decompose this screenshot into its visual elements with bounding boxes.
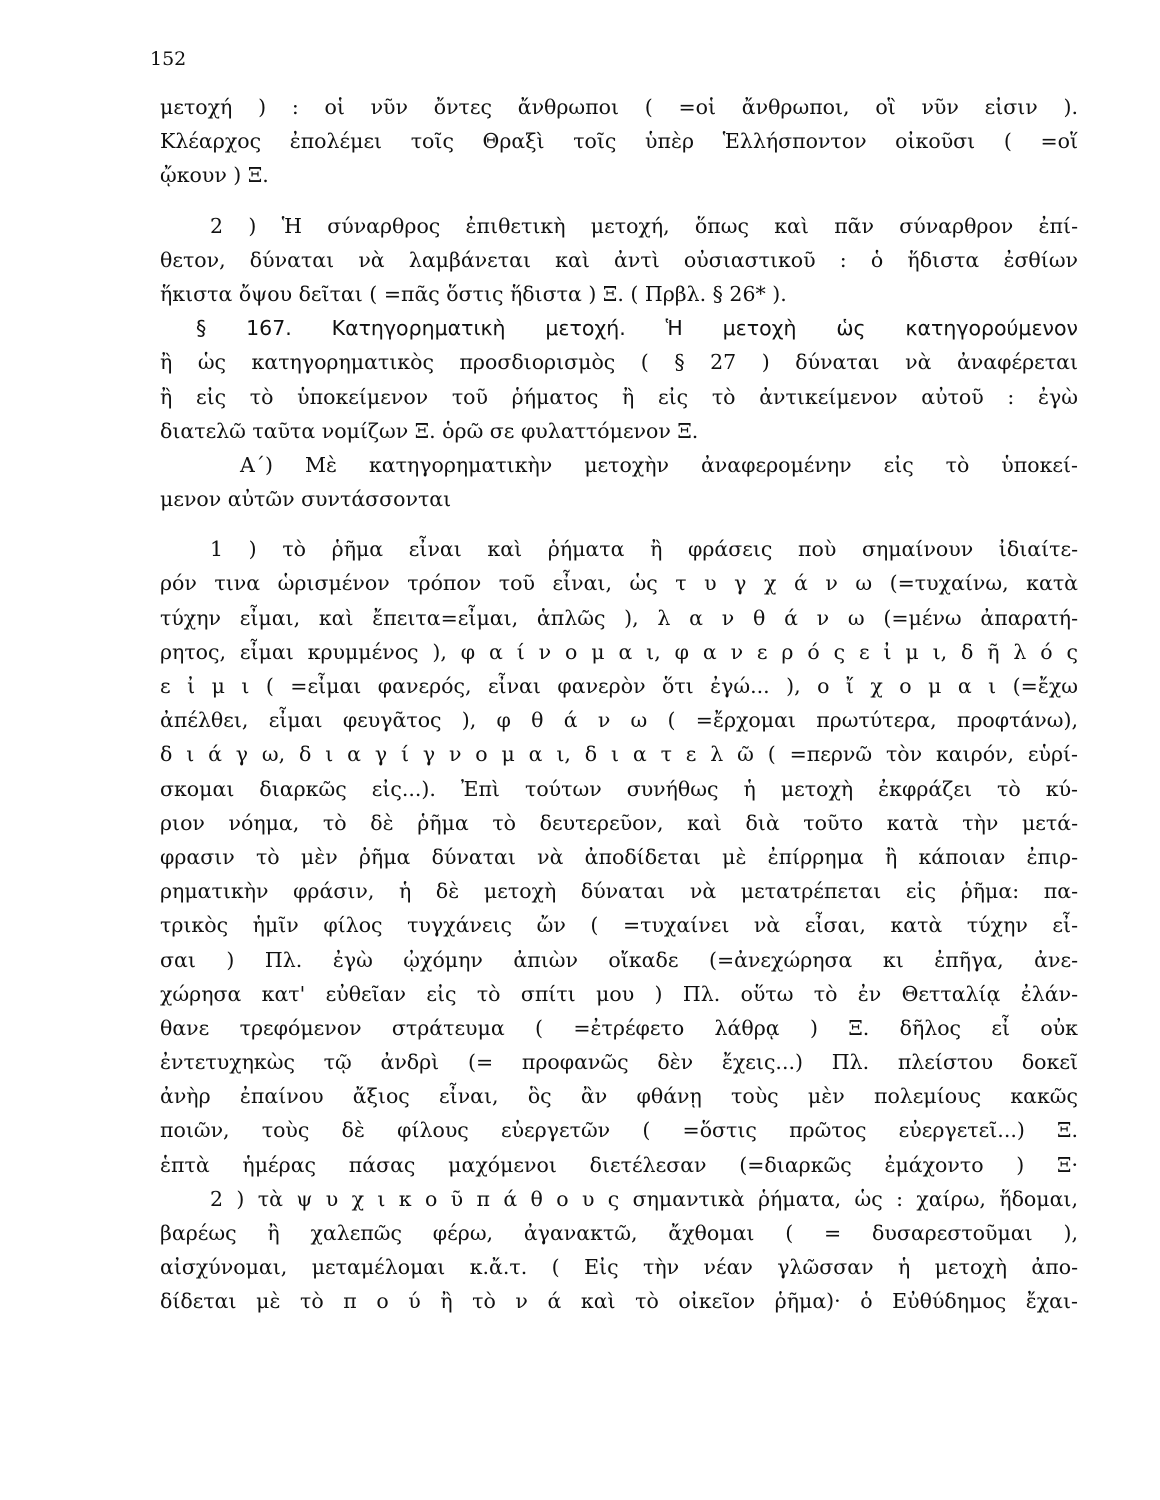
text-line: σκομαι διαρκῶς εἰς...). Ἐπὶ τούτων συνήθως ἡ μετοχὴ ἐκφράζει τὸ κύ- (160, 776, 1078, 801)
text-line: τύχην εἶμαι, καὶ ἔπειτα=εἶμαι, ἁπλῶς ), λ α ν θ ά ν ω (=μένω ἀπαρατή- (160, 605, 1078, 630)
text-line: μετοχή ) : οἱ νῦν ὄντες ἄνθρωποι ( =οἱ ἄνθρωποι, οἳ νῦν εἰσιν ). (160, 95, 1078, 119)
section-heading-line: § 167. Κατηγορηματικὴ μετοχή. Ἡ μετοχὴ ὡς κατηγορούμενον (196, 316, 1078, 341)
text-line: ριον νόημα, τὸ δὲ ῥῆμα τὸ δευτερεῦον, καὶ διὰ τοῦτο κατὰ τὴν μετά- (160, 810, 1078, 835)
text-line: ἀνὴρ ἐπαίνου ἄξιος εἶναι, ὃς ἂν φθάνῃ τοὺς μὲν πολεμίους κακῶς (160, 1084, 1078, 1109)
text-line: δίδεται μὲ τὸ π ο ύ ἢ τὸ ν ά καὶ τὸ οἰκεῖον ῥῆμα)· ὁ Εὐθύδημος ἔχαι- (160, 1289, 1078, 1314)
text-line: ἐντετυχηκὼς τῷ ἀνδρὶ (= προφανῶς δὲν ἔχεις...) Πλ. πλείστου δοκεῖ (160, 1050, 1078, 1075)
text-line: ε ἰ μ ι ( =εἶμαι φανερός, εἶναι φανερὸν ὅτι ἐγώ... ), ο ἴ χ ο μ α ι (=ἔχω (160, 674, 1078, 698)
text-line: αἰσχύνομαι, μεταμέλομαι κ.ἄ.τ. ( Εἰς τὴν νέαν γλῶσσαν ἡ μετοχὴ ἀπο- (160, 1255, 1078, 1280)
text-line: ἢ εἰς τὸ ὑποκείμενον τοῦ ῥήματος ἢ εἰς τὸ ἀντικείμενον αὐτοῦ : ἐγὼ (160, 384, 1078, 409)
text-line: ᾤκουν ) Ξ. (160, 163, 269, 188)
text-line: μενον αὐτῶν συντάσσονται (160, 487, 452, 512)
text-line: 1 ) τὸ ῥῆμα εἶναι καὶ ῥήματα ἢ φράσεις ποὺ σημαίνουν ἰδιαίτε- (210, 537, 1078, 562)
text-line: χώρησα κατ' εὐθεῖαν εἰς τὸ σπίτι μου ) Πλ. οὕτω τὸ ἐν Θετταλίᾳ ἐλάν- (160, 981, 1078, 1006)
page-number: 152 (150, 48, 187, 70)
text-line: Α΄) Μὲ κατηγορηματικὴν μετοχὴν ἀναφερομένην εἰς τὸ ὑποκεί- (240, 452, 1078, 477)
text-line: ἑπτὰ ἡμέρας πάσας μαχόμενοι διετέλεσαν (=διαρκῶς ἐμάχοντο ) Ξ· (160, 1152, 1078, 1177)
text-line: ἢ ὡς κατηγορηματικὸς προσδιορισμὸς ( § 27 ) δύναται νὰ ἀναφέρεται (160, 350, 1078, 375)
text-line: ρητος, εἶμαι κρυμμένος ), φ α ί ν ο μ α ι, φ α ν ε ρ ό ς ε ἰ μ ι, δ ῆ λ ό ς (160, 639, 1078, 664)
text-line: διατελῶ ταῦτα νομίζων Ξ. ὁρῶ σε φυλαττόμενον Ξ. (160, 418, 699, 443)
text-line: βαρέως ἢ χαλεπῶς φέρω, ἀγανακτῶ, ἄχθομαι ( = δυσαρεστοῦμαι ), (160, 1221, 1078, 1245)
text-line: θανε τρεφόμενον στράτευμα ( =ἐτρέφετο λάθρᾳ ) Ξ. δῆλος εἶ οὐκ (160, 1015, 1078, 1040)
text-line: φρασιν τὸ μὲν ῥῆμα δύναται νὰ ἀποδίδεται μὲ ἐπίρρημα ἢ κάποιαν ἐπιρ- (160, 844, 1078, 869)
page-body (160, 90, 1078, 1319)
text-line: ρηματικὴν φράσιν, ἡ δὲ μετοχὴ δύναται νὰ μετατρέπεται εἰς ῥῆμα: πα- (160, 879, 1078, 904)
text-line: 2 ) τὰ ψ υ χ ι κ ο ῦ π ά θ ο υ ς σημαντικὰ ῥήματα, ὡς : χαίρω, ἥδομαι, (210, 1186, 1078, 1211)
text-line: ρόν τινα ὡρισμένον τρόπον τοῦ εἶναι, ὡς τ υ γ χ ά ν ω (=τυχαίνω, κατὰ (160, 571, 1078, 596)
text-line: Κλέαρχος ἐπολέμει τοῖς Θραξὶ τοῖς ὑπὲρ Ἑλλήσποντον οἰκοῦσι ( =οἵ (160, 129, 1078, 154)
text-line: δ ι ά γ ω, δ ι α γ ί γ ν ο μ α ι, δ ι α τ ε λ ῶ ( =περνῶ τὸν καιρόν, εὑρί- (160, 742, 1078, 767)
text-line: ποιῶν, τοὺς δὲ φίλους εὐεργετῶν ( =ὅστις πρῶτος εὐεργετεῖ...) Ξ. (160, 1118, 1078, 1143)
text-line: σαι ) Πλ. ἐγὼ ᾠχόμην ἀπιὼν οἴκαδε (=ἀνεχώρησα κι ἐπῆγα, ἀνε- (160, 947, 1078, 972)
text-line: ἀπέλθει, εἶμαι φευγᾶτος ), φ θ ά ν ω ( =ἔρχομαι πρωτύτερα, προφτάνω), (160, 708, 1078, 733)
text-line: 2 ) Ἡ σύναρθρος ἐπιθετικὴ μετοχή, ὅπως καὶ πᾶν σύναρθρον ἐπί- (210, 213, 1078, 238)
text-line: θετον, δύναται νὰ λαμβάνεται καὶ ἀντὶ οὐσιαστικοῦ : ὁ ἥδιστα ἐσθίων (160, 247, 1078, 272)
text-line: τρικὸς ἡμῖν φίλος τυγχάνεις ὤν ( =τυχαίνει νὰ εἶσαι, κατὰ τύχην εἶ- (160, 913, 1078, 938)
text-line: ἥκιστα ὄψου δεῖται ( =πᾶς ὅστις ἥδιστα ) Ξ. ( Πρβλ. § 26* ). (160, 281, 787, 306)
